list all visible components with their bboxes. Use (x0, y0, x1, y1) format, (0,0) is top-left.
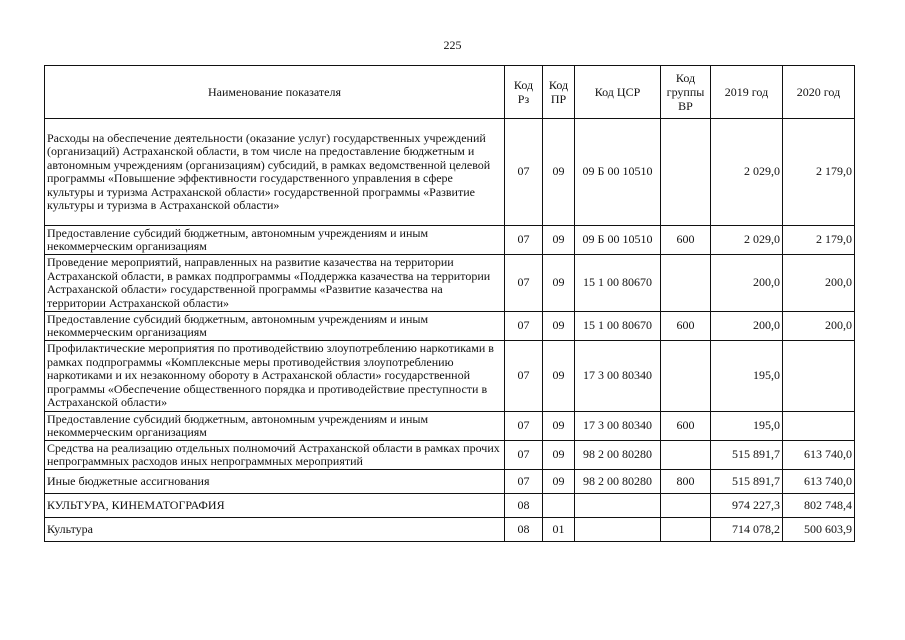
row-rz: 07 (505, 470, 543, 494)
row-vr: 600 (661, 226, 711, 255)
table-row (45, 341, 855, 412)
header-name: Наименование показателя (45, 66, 505, 119)
row-csr: 15 1 00 80670 (575, 312, 661, 341)
row-name: Предоставление субсидий бюджетным, автономным учреждениям и иным некоммерческим организациям (45, 226, 505, 255)
row-csr (575, 494, 661, 518)
row-2019: 2 029,0 (711, 226, 783, 255)
row-csr: 98 2 00 80280 (575, 470, 661, 494)
row-csr: 15 1 00 80670 (575, 255, 661, 312)
row-rz: 07 (505, 312, 543, 341)
row-2019: 200,0 (711, 255, 783, 312)
row-vr: 600 (661, 312, 711, 341)
row-pr: 09 (543, 412, 575, 441)
row-2019: 714 078,2 (711, 518, 783, 542)
row-2020 (783, 412, 855, 441)
row-rz: 07 (505, 119, 543, 226)
row-rz: 07 (505, 412, 543, 441)
row-2019: 515 891,7 (711, 441, 783, 470)
table-row (45, 226, 855, 255)
row-vr (661, 518, 711, 542)
row-csr: 98 2 00 80280 (575, 441, 661, 470)
row-name: Проведение мероприятий, направленных на развитие казачества на территории Астраханской области, в рамках подпрограммы «Поддержка казачества на территории Астраханской области» государственной программы «Развитие казачества на территории Астраханской области» (45, 255, 505, 312)
row-csr: 09 Б 00 10510 (575, 119, 661, 226)
row-rz: 08 (505, 494, 543, 518)
row-vr: 800 (661, 470, 711, 494)
row-2019: 195,0 (711, 412, 783, 441)
table-row (45, 441, 855, 470)
row-vr (661, 494, 711, 518)
row-pr: 09 (543, 470, 575, 494)
row-2020: 2 179,0 (783, 119, 855, 226)
row-name: КУЛЬТУРА, КИНЕМАТОГРАФИЯ (45, 494, 505, 518)
row-rz: 07 (505, 441, 543, 470)
row-2020: 200,0 (783, 312, 855, 341)
row-csr: 09 Б 00 10510 (575, 226, 661, 255)
budget-table (44, 65, 855, 542)
row-csr: 17 3 00 80340 (575, 412, 661, 441)
row-2019: 974 227,3 (711, 494, 783, 518)
table-row (45, 518, 855, 542)
table-header-row (45, 66, 855, 119)
row-name: Профилактические мероприятия по противодействию злоупотреблению наркотиками в рамках подпрограммы «Комплексные меры противодействия злоупотреблению наркотиками и их незаконному обороту в Астраханской области» государственной программы «Обеспечение общественного порядка и противодействие преступности в Астраханской области» (45, 341, 505, 412)
row-rz: 07 (505, 255, 543, 312)
row-2019: 195,0 (711, 341, 783, 412)
row-pr (543, 494, 575, 518)
row-vr: 600 (661, 412, 711, 441)
header-rz: Код Рз (505, 66, 543, 119)
row-2020: 802 748,4 (783, 494, 855, 518)
header-vr: Код группы ВР (661, 66, 711, 119)
row-csr: 17 3 00 80340 (575, 341, 661, 412)
table-row (45, 494, 855, 518)
page-number: 225 (443, 38, 462, 52)
row-2020: 500 603,9 (783, 518, 855, 542)
row-rz: 07 (505, 341, 543, 412)
row-2020 (783, 341, 855, 412)
row-name: Средства на реализацию отдельных полномочий Астраханской области в рамках прочих непрограммных расходов иных непрограммных мероприятий (45, 441, 505, 470)
row-name: Предоставление субсидий бюджетным, автономным учреждениям и иным некоммерческим организациям (45, 412, 505, 441)
row-pr: 09 (543, 341, 575, 412)
table-row (45, 255, 855, 312)
row-pr: 09 (543, 255, 575, 312)
row-name: Предоставление субсидий бюджетным, автономным учреждениям и иным некоммерческим организациям (45, 312, 505, 341)
row-name: Культура (45, 518, 505, 542)
header-2019: 2019 год (711, 66, 783, 119)
row-vr (661, 255, 711, 312)
row-2020: 613 740,0 (783, 441, 855, 470)
row-pr: 09 (543, 226, 575, 255)
row-name: Иные бюджетные ассигнования (45, 470, 505, 494)
table-row (45, 470, 855, 494)
row-rz: 08 (505, 518, 543, 542)
row-csr (575, 518, 661, 542)
row-vr (661, 441, 711, 470)
row-2019: 200,0 (711, 312, 783, 341)
row-pr: 09 (543, 312, 575, 341)
header-2020: 2020 год (783, 66, 855, 119)
header-csr: Код ЦСР (575, 66, 661, 119)
table-row (45, 119, 855, 226)
row-pr: 01 (543, 518, 575, 542)
row-pr: 09 (543, 441, 575, 470)
row-2019: 515 891,7 (711, 470, 783, 494)
row-vr (661, 341, 711, 412)
row-2019: 2 029,0 (711, 119, 783, 226)
row-vr (661, 119, 711, 226)
table-row (45, 312, 855, 341)
row-2020: 613 740,0 (783, 470, 855, 494)
row-2020: 2 179,0 (783, 226, 855, 255)
row-pr: 09 (543, 119, 575, 226)
row-rz: 07 (505, 226, 543, 255)
row-name: Расходы на обеспечение деятельности (оказание услуг) государственных учреждений (организаций) Астраханской области, в том числе на предоставление бюджетным и автономным учреждениям (организациям) субсидий, в рамках ведомственной целевой программы «Повышение эффективности государственного управления в сфере культуры и туризма Астраханской области» государственной программы «Развитие культуры и туризма в Астраханской области» (45, 119, 505, 226)
row-2020: 200,0 (783, 255, 855, 312)
table-row (45, 412, 855, 441)
header-pr: Код ПР (543, 66, 575, 119)
